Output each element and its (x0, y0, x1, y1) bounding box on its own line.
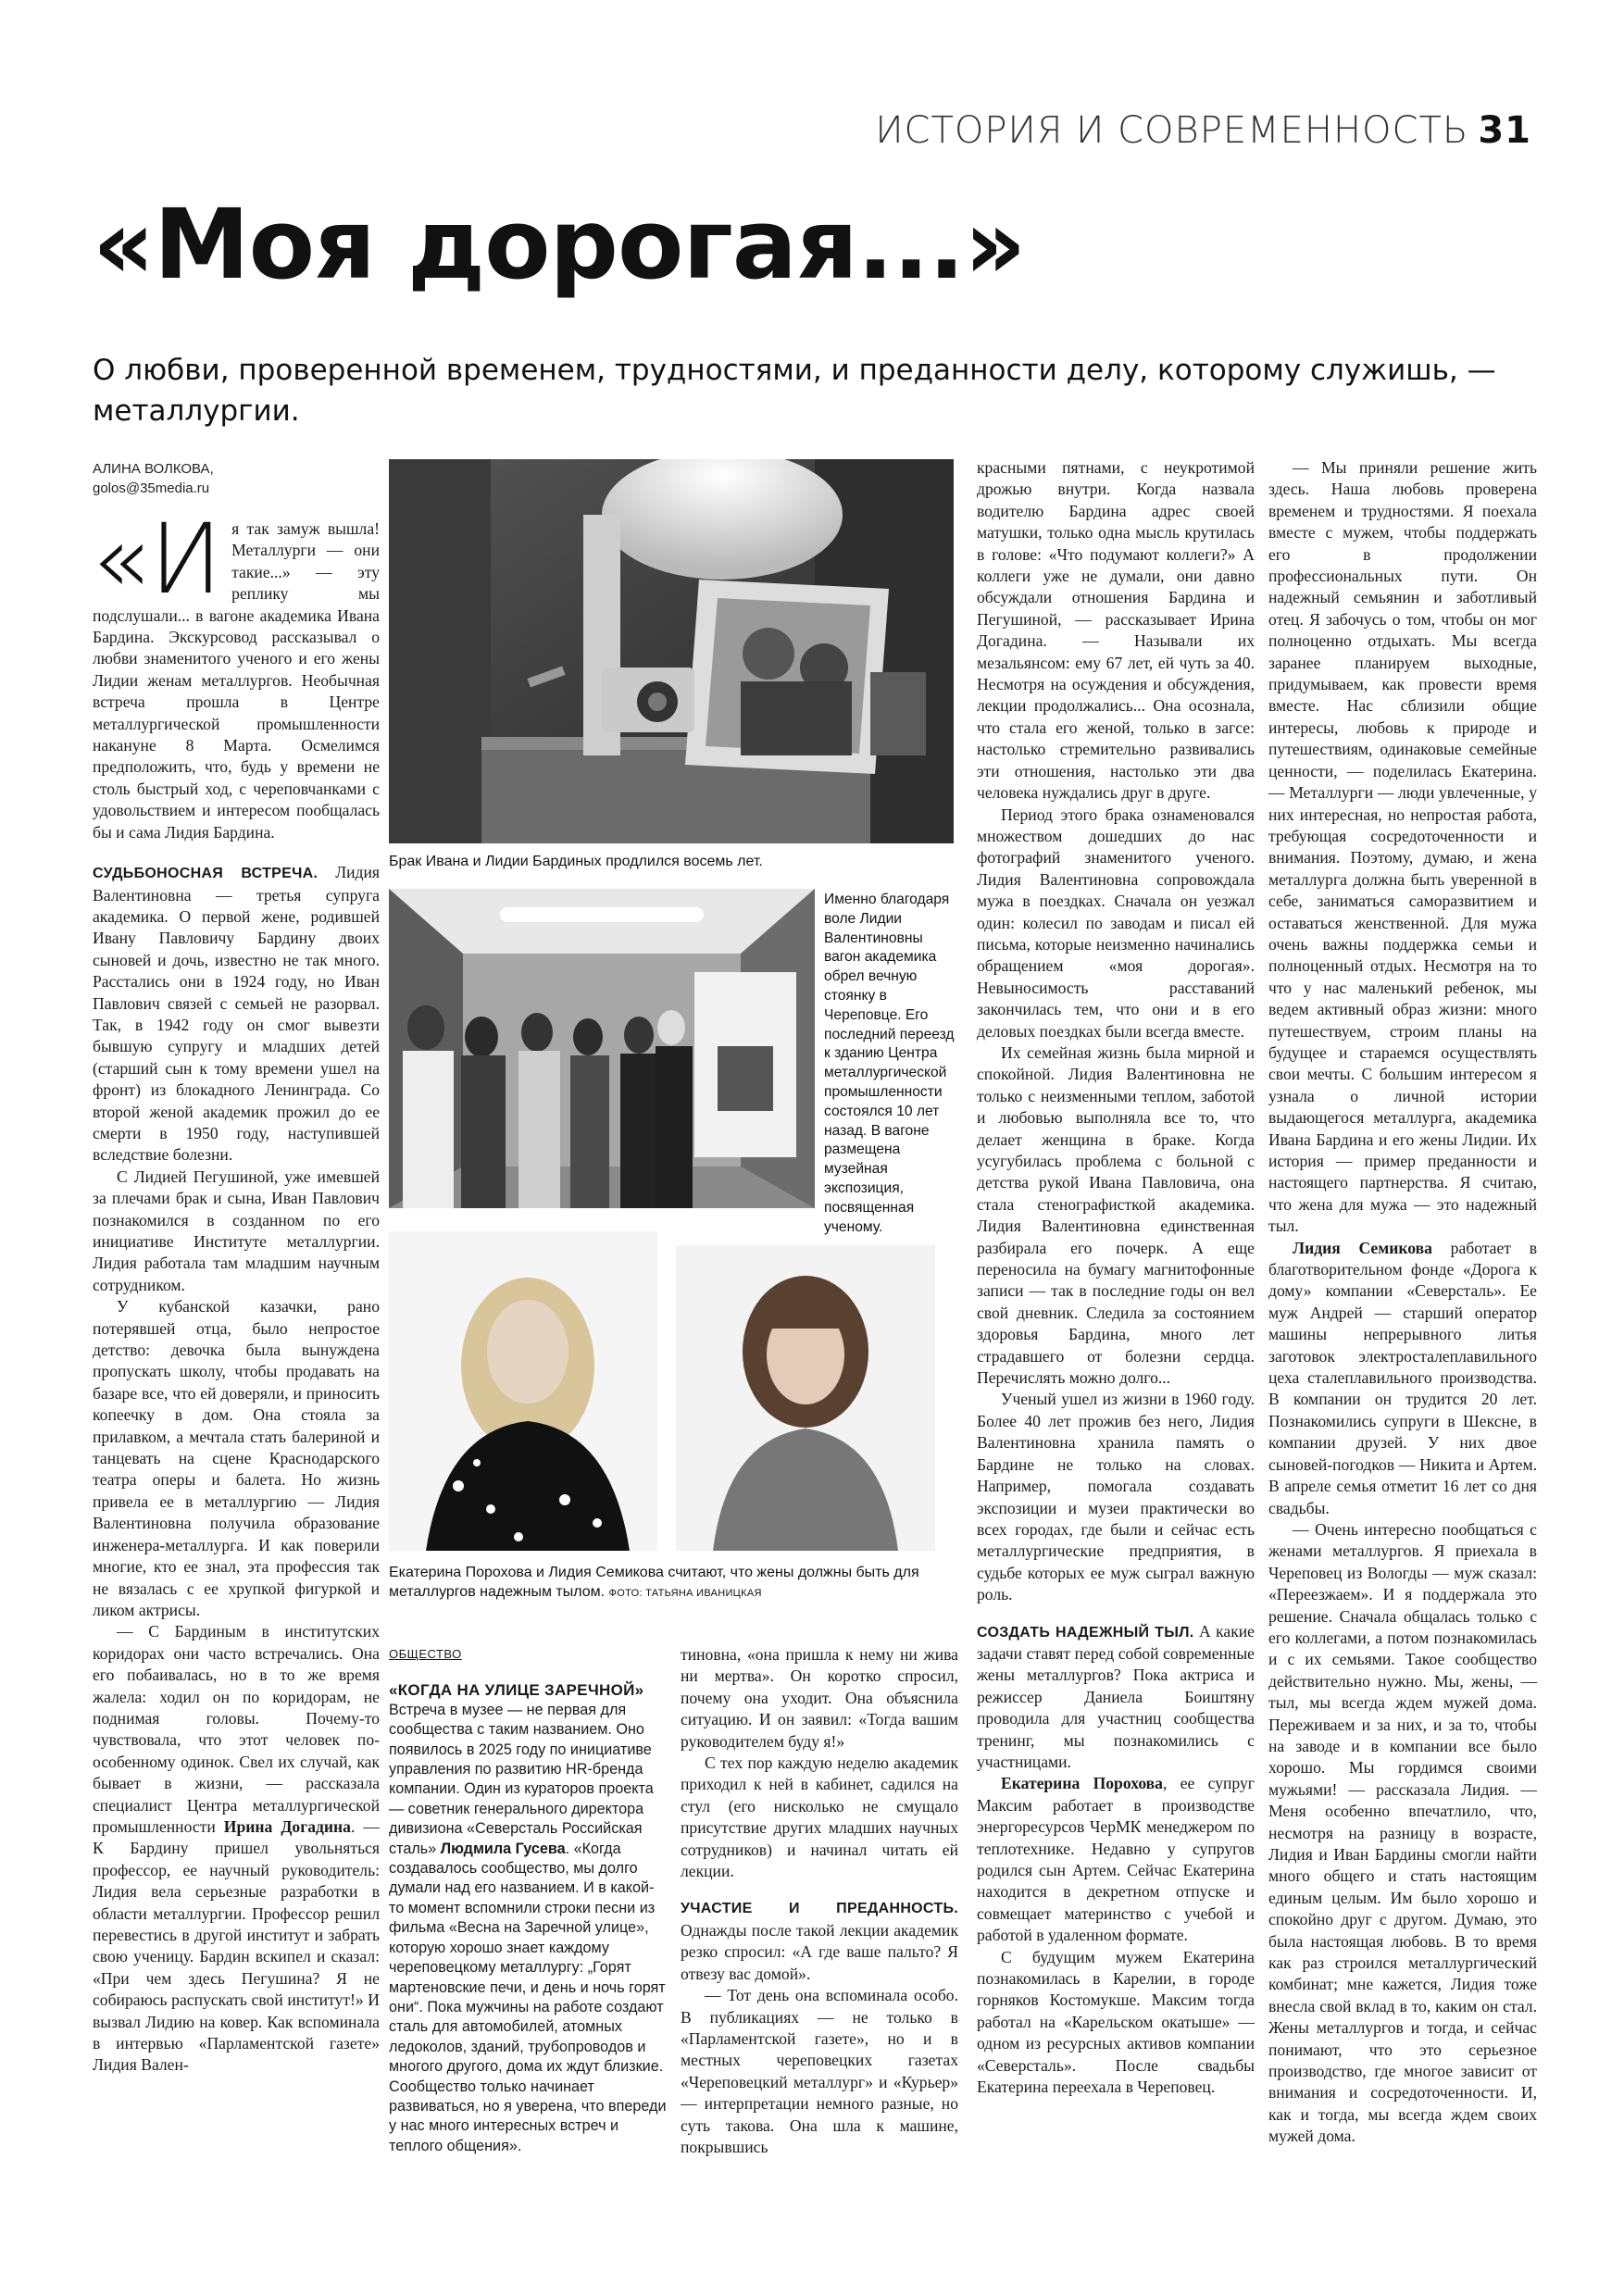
paragraph: тиновна, «она пришла к нему ни жива ни мертва». Он коротко спросил, почему она уходит. Она объяснила ситуацию. И он заявил: «Тогда вашим руководителем буду я!» (681, 1645, 958, 1751)
photo-desk-image (389, 459, 954, 843)
paragraph: Период этого брака ознаменовался множеством дошедших до нас фотографий знаменитого ученого. Лидия Валентиновна сопровождала мужа в поездках. Сначала он уезжал один: колесил по заводам и писал ей письма, которые неизменно начинались обращением «моя дорогая». Невыносимость расставаний закончилась тем, что они и в его деловых поездках были всегда вместе. (977, 805, 1255, 1041)
paragraph: Ученый ушел из жизни в 1960 году. Более 40 лет прожив без него, Лидия Валентиновна хранила память о Бардине не только на словах. Например, помогала создавать экспозиции и музеи практически во всех городах, где были и сейчас есть металлургические предприятия, в судьбе которых ее муж сыграл важную роль. (977, 1390, 1255, 1604)
sidebar-heading: «КОГДА НА УЛИЦЕ ЗАРЕЧНОЙ» (389, 1681, 644, 1700)
portrait-porokhova-image (389, 1231, 657, 1551)
subheading: УЧАСТИЕ И ПРЕДАННОСТЬ. (681, 1901, 958, 1917)
photo-portrait-porokhova (389, 1231, 657, 1551)
author-email[interactable]: golos@35media.ru (93, 480, 210, 496)
paragraph: СУДЬБОНОСНАЯ ВСТРЕЧА. Лидия Валентиновна — третья супруга академика. О первой жене, родившей Ивану Павловичу Бардину двоих сыновей и дочь, известно не так много. Расстались они в 1924 году, но Иван Павлович связей с семьей не разорвал. Так, в 1942 году он смог вывезти бывшую супругу и младших детей (старший сын к тому времени ушел на фронт) из блокадного Ленинграда. Со второй женой академик прожил до ее смерти в 1950 году, наступившей вследствие болезни. (93, 863, 380, 1165)
headline: «Моя дорогая...» (93, 188, 1026, 301)
photo3-caption: Екатерина Порохова и Лидия Семикова считают, что жены должны быть для металлургов надежным тылом. ФОТО: ТАТЬЯНА ИВАНИЦКАЯ (389, 1565, 919, 1600)
paragraph: С тех пор каждую неделю академик приходил к ней в кабинет, садился на стул (его нисколько не смущало присутствие других младших научных сотрудников) и начинал читать ей лекции. (681, 1753, 958, 1881)
dropcap: «И (91, 503, 223, 616)
lead-paragraph: О любви, проверенной временем, трудностями, и преданности делу, которому служишь, — металлургии. (93, 354, 1496, 428)
photo-wagon-image (389, 889, 815, 1208)
paragraph: УЧАСТИЕ И ПРЕДАННОСТЬ. Однажды после такой лекции академик резко спросил: «А где ваше пальто? Я отвезу вас домой». (681, 1901, 958, 1983)
section-title (875, 109, 1531, 152)
portrait-semikova-image (676, 1245, 935, 1551)
paragraph: У кубанской казачки, рано потерявшей отца, было непростое детство: девочка была вынуждена пропускать школу, чтобы продавать на базаре все, что ей доверяли, и приносить копеечку в дом. Она стояла за прилавком, а мечтала стать балериной и танцевать на сцене Краснодарского театра оперы и балета. Но жизнь привела ее в металлургию — Лидия Валентиновна получила образование инженера-металлурга. И как поверили многие, кто ее знал, эта профессия так не вязалась с ее хрупкой фигуркой и ликом актрисы. (93, 1297, 380, 1619)
paragraph: Их семейная жизнь была мирной и спокойной. Лидия Валентиновна не только с неизменными теплом, заботой и любовью выполняла все то, что делает женщина в браке. Когда усугубилась проблема с больной с детства рукой Ивана Павловича, она стала стенографисткой академика. Лидия Валентиновна единственная разбирала его почерк. А еще переносила на бумагу магнитофонные записи — так в последние годы он вел свой дневник. Следила за состоянием здоровья Бардина, много лет страдавшего от болезни сердца. Перечислять можно долго... (977, 1042, 1255, 1388)
section-name: ИСТОРИЯ И СОВРЕМЕННОСТЬ (875, 109, 1469, 152)
subheading: СОЗДАТЬ НАДЕЖНЫЙ ТЫЛ. (977, 1624, 1194, 1641)
photo-credit: ФОТО: ТАТЬЯНА ИВАНИЦКАЯ (608, 1588, 762, 1599)
photo-museum-wagon (389, 889, 815, 1208)
paragraph: С будущим мужем Екатерина познакомилась в Карелии, в городе горняков Костомукше. Максим тогда работал на «Карельском окатыше» — одном из ресурсных активов компании «Северсталь». После свадьбы Екатерина переехала в Череповец. (977, 1947, 1255, 2097)
sidebar-text: Встреча в музее — не первая для сообщества с таким названием. Оно появилось в 2025 году по инициативе управления по развитию HR-бренда компании. Один из кураторов проекта — советник генерального директора дивизиона «Северсталь Российская сталь» Людмила Гусева. «Когда создавалось сообщество, мы долго думали над его названием. И в какой-то момент вспомнили строки песни из фильма «Весна на Заречной улице», которую хорошо знает каждому череповецкому металлургу: „Горят мартеновские печи, и день и ночь горят они“. Пока мужчины на работе создают сталь для автомобилей, атомных ледоколов, зданий, трубопроводов и многого другого, дома их ждут близкие. Сообщество только начинает развиваться, но я уверена, что впереди у нас много интересных встреч и теплого общения». (389, 1701, 667, 2154)
sidebar-box (389, 1644, 667, 2156)
paragraph: — Мы приняли решение жить здесь. Наша любовь проверена временем и трудностями. Я поехала вместе с мужем, чтобы поддержать его в продолжении профессиональных пути. Он надежный семьянин и заботливый отец. Я забочусь о том, чтобы он мог полноценно отдыхать. Мы всегда заранее планируем выходные, придумываем, как провести время вместе. Нас сблизили общие интересы, любовь к природе и путешествиям, одинаковые семейные ценности, — поделилась Екатерина. — Металлурги — люди увлеченные, у них интересная, но непростая работа, требующая сосредоточенности и внимания. Поэтому, думаю, и жена металлурга должна быть уверенной в себе, заниматься саморазвитием и оставаться женственной. Для мужа очень важны поддержка семьи и полноценный отдых. Несмотря на то что у нас маленький ребенок, мы ведем активный образ жизни: много путешествуем, строим планы на будущее и стараемся осуществлять свои мечты. С большим интересом я узнала о личной истории выдающегося металлурга, академика Ивана Бардина и его жены Лидии. Их история — пример преданности и настоящего партнерства. Я считаю, что жена для мужа — это надежный тыл. (1268, 458, 1537, 1236)
photo-desk-portrait (389, 459, 954, 843)
paragraph: красными пятнами, с неукротимой дрожью внутри. Когда назвала водителю Бардина адрес своей матушки, только одна мысль крутилась в голове: «Что подумают коллеги?» А коллеги уже не думали, они давно обсуждали отношения Бардина и Пегушиной, — рассказывает Ирина Догадина. — Называли их мезальянсом: ему 67 лет, ей чуть за 40. Несмотря на осуждения и обсуждения, лекции продолжались... Она осознала, что стала его женой, только в загсе: настолько стремительно развивались эти отношения, настолько эти два человека нуждались друг в друге. (977, 458, 1255, 803)
column-1 (91, 503, 380, 2077)
intro-paragraph: «Ия так замуж вышла! Металлурги — они такие...» — эту реплику мы подслушали... в вагоне академика Ивана Бардина. Экскурсовод рассказывал о любви знаменитого ученого и его жены Лидии женам металлургов. Необычная встреча прошла в Центре металлургической промышленности накануне 8 Марта. Осмелимся предположить, что, будь у времени не столь быстрый ход, с череповчанками с удовольствием и интересом пообщалась бы и сама Лидия Бардина. (91, 503, 380, 842)
subheading: СУДЬБОНОСНАЯ ВСТРЕЧА. (93, 866, 319, 882)
paragraph: — Очень интересно пообщаться с женами металлургов. Я приехала в Череповец из Вологды — муж сказал: «Переезжаем». И я поддержала это решение. Сначала общалась только с его коллегами, а потом познакомилась и с их семьями. Такое сообщество действительно нужно. Мы, жены, — тыл, мы всегда ждем мужей дома. Переживаем и за них, и за то, чтобы на заводе и в компании все было хорошо. Мы гордимся своими мужьями! — рассказала Лидия. — Меня особенно впечатлило, что, несмотря на разницу в возрасте, Лидия и Иван Бардины смогли найти много общего и стать настоящим единым целым. Им было хорошо и спокойно друг с другом. Думаю, это была настоящая любовь. В то время как раз строился металлургический комбинат; мне кажется, Лидия тоже внесла свой вклад в то, каким он стал. Жены металлургов и тогда, и сейчас понимают, что это серьезное производство, где многое зависит от внимания и сосредоточенности. И, как и тогда, мы всегда ждем своих мужей дома. (1268, 1519, 1537, 2146)
sidebar-rubric: ОБЩЕСТВО (389, 1647, 462, 1661)
author-name: АЛИНА ВОЛКОВА, (93, 461, 214, 477)
photo-portrait-semikova (676, 1245, 935, 1551)
column-4 (977, 457, 1255, 2098)
photo2-caption: Именно благодаря воле Лидии Валентиновны вагон академика обрел вечную стоянку в Череповце. Его последний переезд к зданию Центра металлургической промышленности состоялся 10 лет назад. В вагоне размещена музейная экспозиция, посвященная ученому. (824, 892, 955, 1235)
photo1-caption: Брак Ивана и Лидии Бардиных продлился восемь лет. (389, 854, 763, 869)
page-number: 31 (1478, 109, 1531, 152)
paragraph: Екатерина Порохова, ее супруг Максим работает в производстве энергоресурсов ЧерМК менеджером по теплотехнике. Недавно у супругов родился сын Артем. Сейчас Екатерина находится в декретном отпуске и совмещает материнство с учебой и работой в удаленном формате. (977, 1774, 1255, 1945)
column-5 (1268, 457, 1537, 2148)
paragraph: — Тот день она вспоминала особо. В публикациях — не только в «Парламентской газете», но и в местных череповецких газетах «Череповецкий металлург» и «Курьер» — интерпретации немного разные, но суть такова. Она шла к машине, покрывшись (681, 1986, 958, 2156)
paragraph: — С Бардиным в институтских коридорах они часто встречались. Она его побаивалась, но в то же время жалела: ходил он по коридорам, не поднимая головы. Почему-то чувствовала, что этот человек по-особенному одинок. Свел их случай, как бывает в жизни, — рассказала специалист Центра металлургической промышленности Ирина Догадина. — К Бардину пришел увольняться профессор, ее научный руководитель: Лидия вела серьезные разработки в области металлургии. Профессор решил перевестись в другой институт и забрать свою ученицу. Бардин вскипел и сказал: «При чем здесь Пегушина? Я не собираюсь распускать свой институт!» И вызвал Лидию на ковер. Как вспоминала в интервью «Парламентской газете» Лидия Вален- (93, 1622, 380, 2075)
paragraph: С Лидией Пегушиной, уже имевшей за плечами брак и сына, Иван Павлович познакомился в созданном по его инициативе Институте металлургии. Лидия работала там младшим научным сотрудником. (93, 1167, 380, 1294)
paragraph: Лидия Семикова работает в благотворительном фонде «Дорога к дому» компании «Северсталь». Ее муж Андрей — старший оператор машины непрерывного литья заготовок электросталеплавильного цеха сталеплавильного производства. В компании он трудится 20 лет. Познакомились супруги в Шексне, в компании друзей. У них двое сыновей-погодков — Никита и Артем. В апреле семья отметит 16 лет со дня свадьбы. (1268, 1238, 1537, 1517)
paragraph: СОЗДАТЬ НАДЕЖНЫЙ ТЫЛ. А какие задачи ставят перед собой современные жены металлургов? Пока актриса и режиссер Даниела Боиштяну проводила для участниц сообщества тренинг, мы познакомились с участницами. (977, 1621, 1255, 1771)
byline (93, 459, 370, 498)
column-3 (681, 1644, 958, 2158)
